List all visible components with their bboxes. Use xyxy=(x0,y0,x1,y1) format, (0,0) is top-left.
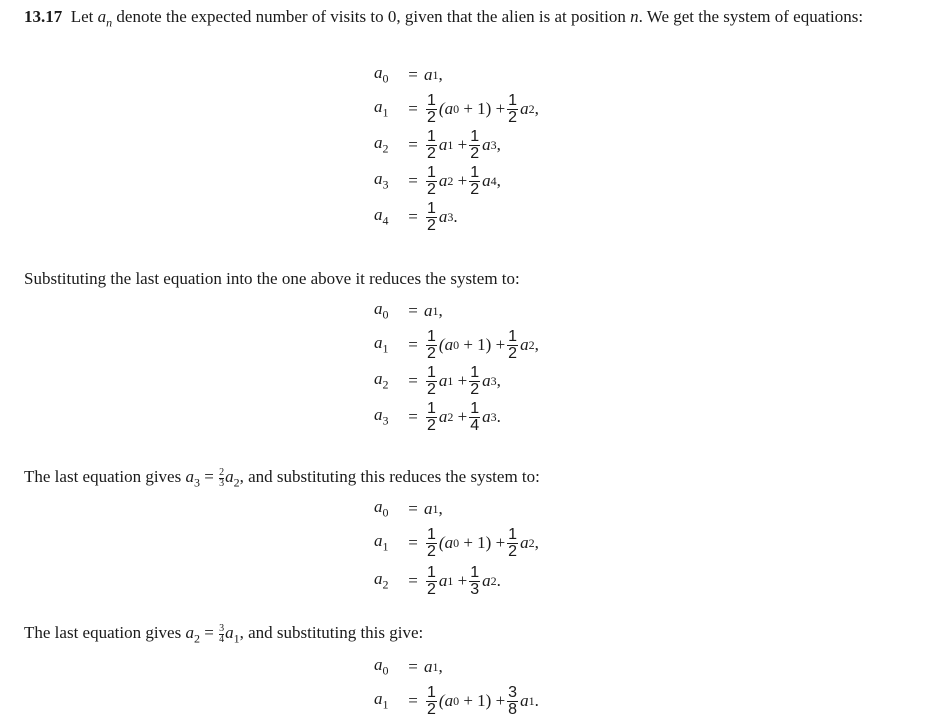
variable: a xyxy=(374,369,383,389)
term: a xyxy=(438,135,448,154)
punctuation: . xyxy=(534,691,539,710)
variable: a xyxy=(374,405,383,425)
punctuation: , xyxy=(534,533,539,552)
numerator: 1 xyxy=(470,363,480,381)
denominator: 2 xyxy=(427,180,436,198)
equals-sign: = xyxy=(408,691,418,710)
equals-sign: = xyxy=(408,407,418,426)
term: (a xyxy=(438,99,454,118)
subscript: 1 xyxy=(447,137,454,152)
equals-sign: = xyxy=(408,571,418,590)
subscript: 2 xyxy=(447,173,454,188)
equation-row xyxy=(374,91,539,126)
equation-lhs xyxy=(374,655,402,678)
equation-lhs xyxy=(374,63,402,86)
equation-rhs xyxy=(424,165,501,198)
subscript: 0 xyxy=(382,663,389,678)
subscript: 1 xyxy=(447,373,454,388)
equation-lhs xyxy=(374,369,402,392)
punctuation: , xyxy=(534,335,539,354)
punctuation: , xyxy=(496,135,501,154)
equation-row xyxy=(374,296,443,326)
equation-row xyxy=(374,683,539,718)
equation-rhs xyxy=(424,65,443,85)
numerator: 1 xyxy=(508,327,518,345)
variable: a xyxy=(374,133,383,153)
equation-row xyxy=(374,563,501,598)
equation-lhs xyxy=(374,169,402,192)
equation-rhs xyxy=(424,527,539,560)
operator: + xyxy=(453,171,468,190)
denominator: 8 xyxy=(508,700,518,718)
denominator: 2 xyxy=(427,380,436,398)
equation-row xyxy=(374,199,458,234)
subscript: 1 xyxy=(382,539,389,554)
equation-lhs xyxy=(374,205,402,228)
equals-sign: = xyxy=(408,371,418,390)
fraction xyxy=(507,329,518,362)
punctuation: , xyxy=(438,499,443,518)
subscript: 1 xyxy=(447,573,454,588)
term: (a xyxy=(438,335,454,354)
equation-rhs xyxy=(424,129,501,162)
paragraph-substitution-1: Substituting the last equation into the one above it reduces the system to: xyxy=(24,269,520,288)
punctuation: , xyxy=(496,171,501,190)
numerator: 1 xyxy=(470,163,480,181)
fraction xyxy=(426,527,437,560)
inline-fraction: $\frac{3}{4}$ xyxy=(219,622,225,645)
subscript: 4 xyxy=(490,173,497,188)
variable: a xyxy=(424,657,433,676)
punctuation: . xyxy=(496,407,501,426)
problem-statement: 13.17 Let $a_n$ denote the expected number of visits to 0, given that the alien is at position n. We get the system of equations: xyxy=(24,7,864,30)
subscript: 2 xyxy=(447,409,454,424)
numerator: 1 xyxy=(508,91,518,109)
equals-sign: = xyxy=(408,499,418,518)
fraction xyxy=(426,685,437,718)
variable: a xyxy=(482,571,491,590)
denominator: 2 xyxy=(508,344,518,362)
numerator: 1 xyxy=(470,563,480,581)
equation-rhs xyxy=(424,93,539,126)
term: (a xyxy=(438,533,454,552)
subscript: 2 xyxy=(382,577,389,592)
equation-rhs xyxy=(424,365,501,398)
fraction xyxy=(469,365,480,398)
operator: + xyxy=(453,407,468,426)
punctuation: , xyxy=(534,99,539,118)
subscript: 3 xyxy=(382,177,389,192)
numerator: 1 xyxy=(427,127,436,145)
subscript: 1 xyxy=(432,659,439,674)
inline-fraction: $\frac{2}{3}$ xyxy=(219,466,225,489)
fraction xyxy=(469,565,480,598)
denominator: 2 xyxy=(508,542,518,560)
punctuation: , xyxy=(438,301,443,320)
equation-lhs xyxy=(374,569,402,592)
equation-lhs xyxy=(374,689,402,712)
equals-sign: = xyxy=(408,65,418,84)
variable: a xyxy=(374,169,383,189)
variable: a xyxy=(482,407,491,426)
equation-rhs xyxy=(424,657,443,677)
variable: a xyxy=(374,497,383,517)
subscript: 2 xyxy=(528,535,535,550)
punctuation: , xyxy=(438,657,443,676)
operator: + xyxy=(453,135,468,154)
equation-row xyxy=(374,60,443,90)
numerator: 1 xyxy=(508,525,518,543)
subscript: 3 xyxy=(490,137,497,152)
denominator: 2 xyxy=(427,580,436,598)
subscript: 2 xyxy=(528,101,535,116)
numerator: 1 xyxy=(427,363,436,381)
variable: a xyxy=(374,655,383,675)
equals-sign: = xyxy=(408,533,418,552)
variable: a xyxy=(374,97,383,117)
fraction xyxy=(426,129,437,162)
subscript: 0 xyxy=(453,535,460,550)
numerator: 1 xyxy=(427,563,436,581)
numerator: 1 xyxy=(470,399,480,417)
variable: a xyxy=(374,205,383,225)
operator: + 1) + xyxy=(459,533,506,552)
denominator: 2 xyxy=(508,108,518,126)
denominator: 3 xyxy=(470,580,480,598)
denominator: 2 xyxy=(427,144,436,162)
equation-lhs xyxy=(374,405,402,428)
variable: a xyxy=(374,531,383,551)
subscript: 2 xyxy=(528,337,535,352)
fraction xyxy=(426,365,437,398)
term: a xyxy=(438,371,448,390)
subscript: 1 xyxy=(528,693,535,708)
numerator: 1 xyxy=(427,683,436,701)
equation-rhs xyxy=(424,401,501,434)
subscript: 0 xyxy=(382,71,389,86)
fraction xyxy=(469,129,480,162)
fraction xyxy=(426,565,437,598)
variable: a xyxy=(374,569,383,589)
subscript: 0 xyxy=(453,337,460,352)
equation-lhs xyxy=(374,299,402,322)
variable: a xyxy=(520,533,529,552)
denominator: 2 xyxy=(427,216,436,234)
fraction xyxy=(426,329,437,362)
equation-lhs xyxy=(374,531,402,554)
variable: a xyxy=(482,135,491,154)
equation-rhs xyxy=(424,685,539,718)
fraction xyxy=(426,401,437,434)
denominator: 2 xyxy=(427,542,436,560)
equation-lhs xyxy=(374,497,402,520)
variable: a xyxy=(482,171,491,190)
denominator: 2 xyxy=(470,144,480,162)
numerator: 1 xyxy=(427,327,436,345)
equals-sign: = xyxy=(408,335,418,354)
numerator: 1 xyxy=(427,91,436,109)
punctuation: . xyxy=(496,571,501,590)
variable: a xyxy=(424,301,433,320)
fraction xyxy=(469,401,480,434)
subscript: 1 xyxy=(432,303,439,318)
equation-row xyxy=(374,127,501,162)
subscript: 3 xyxy=(490,373,497,388)
subscript: 2 xyxy=(382,377,389,392)
subscript: 3 xyxy=(447,209,454,224)
variable: a xyxy=(374,63,383,83)
equation-row xyxy=(374,363,501,398)
operator: + xyxy=(453,371,468,390)
variable: a xyxy=(520,335,529,354)
equation-row xyxy=(374,652,443,682)
equation-row xyxy=(374,399,501,434)
equals-sign: = xyxy=(408,207,418,226)
equation-rhs xyxy=(424,499,443,519)
denominator: 2 xyxy=(470,180,480,198)
fraction xyxy=(507,93,518,126)
operator: + xyxy=(453,571,468,590)
subscript: 3 xyxy=(490,409,497,424)
equals-sign: = xyxy=(408,657,418,676)
denominator: 2 xyxy=(427,344,436,362)
subscript: 0 xyxy=(382,505,389,520)
numerator: 1 xyxy=(427,199,436,217)
equals-sign: = xyxy=(408,301,418,320)
subscript: 1 xyxy=(382,105,389,120)
subscript: 0 xyxy=(382,307,389,322)
term: a xyxy=(438,207,448,226)
fraction xyxy=(426,165,437,198)
numerator: 3 xyxy=(508,683,518,701)
variable: a xyxy=(424,65,433,84)
operator: + 1) + xyxy=(459,335,506,354)
paragraph-substitution-2: The last equation gives $a_3$ = $\frac{2}{3}$ $a_2$, and substituting this reduces the system to: xyxy=(24,466,540,490)
equation-rhs xyxy=(424,301,443,321)
subscript: 3 xyxy=(382,413,389,428)
fraction xyxy=(469,165,480,198)
numerator: 1 xyxy=(470,127,480,145)
numerator: 1 xyxy=(427,163,436,181)
variable: a xyxy=(374,689,383,709)
equation-lhs xyxy=(374,97,402,120)
equation-row xyxy=(374,525,539,560)
denominator: 4 xyxy=(470,416,480,434)
variable: a xyxy=(482,371,491,390)
equals-sign: = xyxy=(408,171,418,190)
equation-rhs xyxy=(424,201,458,234)
equation-lhs xyxy=(374,333,402,356)
variable: a xyxy=(424,499,433,518)
equals-sign: = xyxy=(408,135,418,154)
fraction xyxy=(507,527,518,560)
term: a xyxy=(438,571,448,590)
denominator: 2 xyxy=(427,416,436,434)
subscript: 1 xyxy=(432,501,439,516)
variable: a xyxy=(520,99,529,118)
subscript: 1 xyxy=(432,67,439,82)
fraction xyxy=(426,201,437,234)
variable: a xyxy=(520,691,529,710)
denominator: 2 xyxy=(427,700,436,718)
term: a xyxy=(438,407,448,426)
equation-row xyxy=(374,494,443,524)
punctuation: , xyxy=(496,371,501,390)
numerator: 1 xyxy=(427,525,436,543)
variable: a xyxy=(374,299,383,319)
problem-number: 13.17 xyxy=(24,7,63,26)
operator: + 1) + xyxy=(459,691,506,710)
fraction xyxy=(426,93,437,126)
fraction xyxy=(507,685,518,718)
equation-rhs xyxy=(424,329,539,362)
punctuation: , xyxy=(438,65,443,84)
equation-row xyxy=(374,327,539,362)
subscript: 0 xyxy=(453,101,460,116)
variable: a xyxy=(374,333,383,353)
denominator: 2 xyxy=(427,108,436,126)
paragraph-substitution-3: The last equation gives $a_2$ = $\frac{3}{4}$ $a_1$, and substituting this give: xyxy=(24,622,424,646)
subscript: 2 xyxy=(490,573,497,588)
equation-lhs xyxy=(374,133,402,156)
numerator: 1 xyxy=(427,399,436,417)
equation-row xyxy=(374,163,501,198)
equals-sign: = xyxy=(408,99,418,118)
denominator: 2 xyxy=(470,380,480,398)
punctuation: . xyxy=(453,207,458,226)
subscript: 1 xyxy=(382,697,389,712)
equation-rhs xyxy=(424,565,501,598)
subscript: 1 xyxy=(382,341,389,356)
operator: + 1) + xyxy=(459,99,506,118)
subscript: 2 xyxy=(382,141,389,156)
term: a xyxy=(438,171,448,190)
term: (a xyxy=(438,691,454,710)
subscript: 4 xyxy=(382,213,389,228)
subscript: 0 xyxy=(453,693,460,708)
